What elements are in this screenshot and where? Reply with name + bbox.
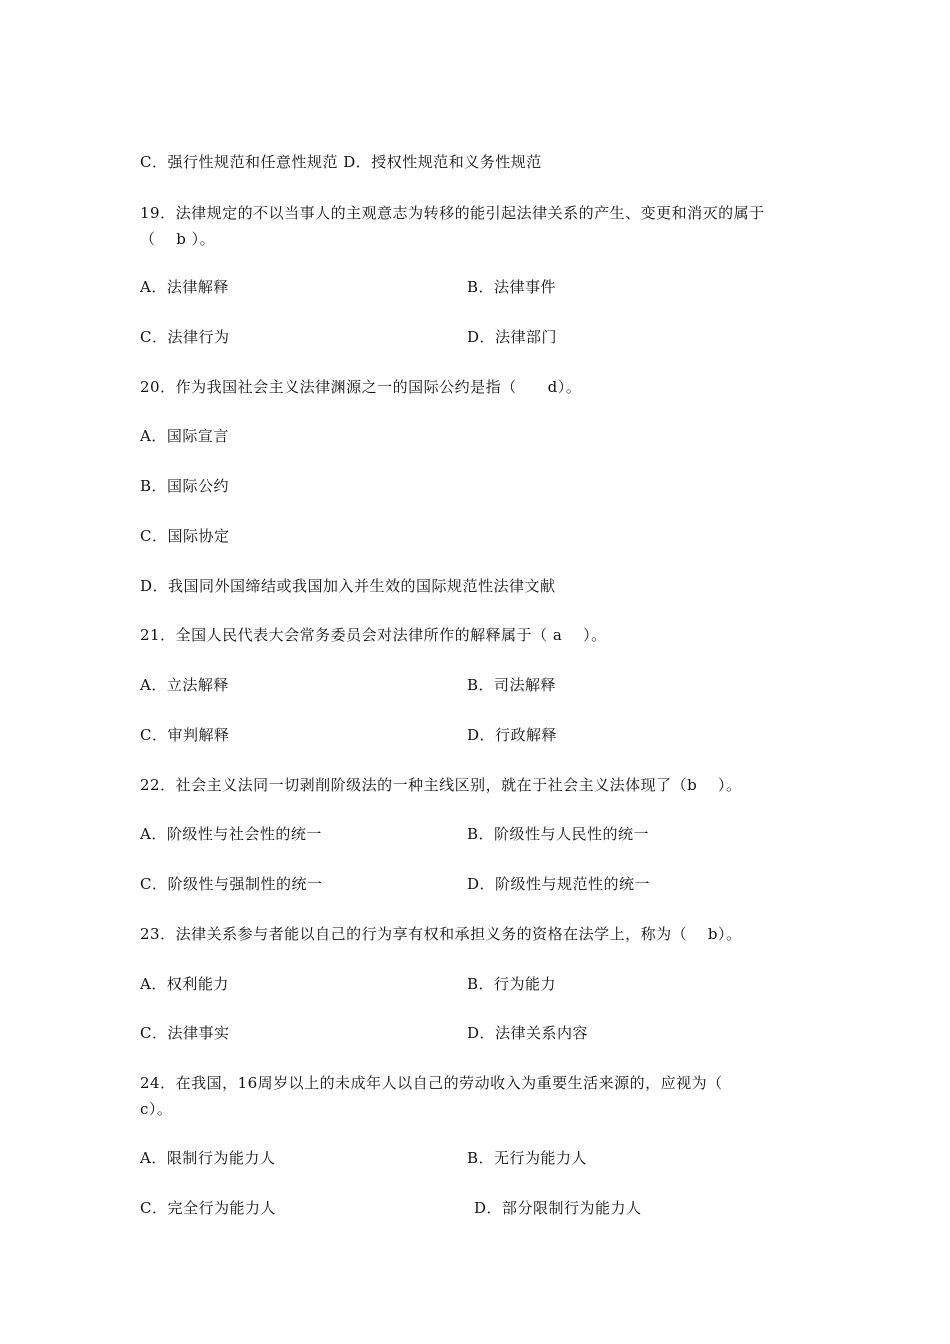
option-21-d: D．行政解释: [467, 726, 558, 744]
option-21-a: A．立法解释: [140, 676, 229, 694]
option-24-b: B．无行为能力人: [467, 1149, 588, 1167]
option-24-c: C．完全行为能力人: [140, 1199, 276, 1217]
question-20-text: 20．作为我国社会主义法律渊源之一的国际公约是指（ d）。: [140, 378, 582, 396]
option-20-c: C．国际协定: [140, 527, 230, 545]
option-21-c: C．审判解释: [140, 726, 230, 744]
option-20-a: A．国际宣言: [140, 427, 229, 445]
question-24-text: 24．在我国，16周岁以上的未成年人以自己的劳动收入为重要生活来源的，应视为（: [140, 1074, 723, 1092]
question-23-text: 23．法律关系参与者能以自己的行为享有权和承担义务的资格在法学上，称为（ b）。: [140, 925, 742, 943]
option-24-a: A．限制行为能力人: [140, 1149, 276, 1167]
option-20-b: B．国际公约: [140, 477, 230, 495]
option-22-b: B．阶级性与人民性的统一: [467, 825, 650, 843]
option-line-18-cd: C．强行性规范和任意性规范 D．授权性规范和义务性规范: [140, 153, 542, 171]
option-22-c: C．阶级性与强制性的统一: [140, 875, 323, 893]
option-23-d: D．法律关系内容: [467, 1024, 589, 1042]
option-19-a: A．法律解释: [140, 278, 229, 296]
option-23-c: C．法律事实: [140, 1024, 230, 1042]
option-21-b: B．司法解释: [467, 676, 557, 694]
question-21-text: 21．全国人民代表大会常务委员会对法律所作的解释属于（ a ）。: [140, 626, 607, 644]
option-19-c: C．法律行为: [140, 328, 230, 346]
option-19-d: D．法律部门: [467, 328, 558, 346]
option-24-d: D．部分限制行为能力人: [474, 1199, 642, 1217]
option-23-b: B．行为能力: [467, 975, 557, 993]
option-20-d: D．我国同外国缔结或我国加入并生效的国际规范性法律文献: [140, 577, 556, 595]
question-22-text: 22．社会主义法同一切剥削阶级法的一种主线区别，就在于社会主义法体现了（b ）。: [140, 776, 742, 794]
option-22-a: A．阶级性与社会性的统一: [140, 825, 322, 843]
question-19-text: 19．法律规定的不以当事人的主观意志为转移的能引起法律关系的产生、变更和消灭的属于: [140, 204, 765, 222]
option-23-a: A．权利能力: [140, 975, 229, 993]
question-19-answer: （ b ）。: [140, 230, 216, 248]
option-19-b: B．法律事件: [467, 278, 557, 296]
option-22-d: D．阶级性与规范性的统一: [467, 875, 651, 893]
question-24-answer: c）。: [140, 1100, 173, 1118]
